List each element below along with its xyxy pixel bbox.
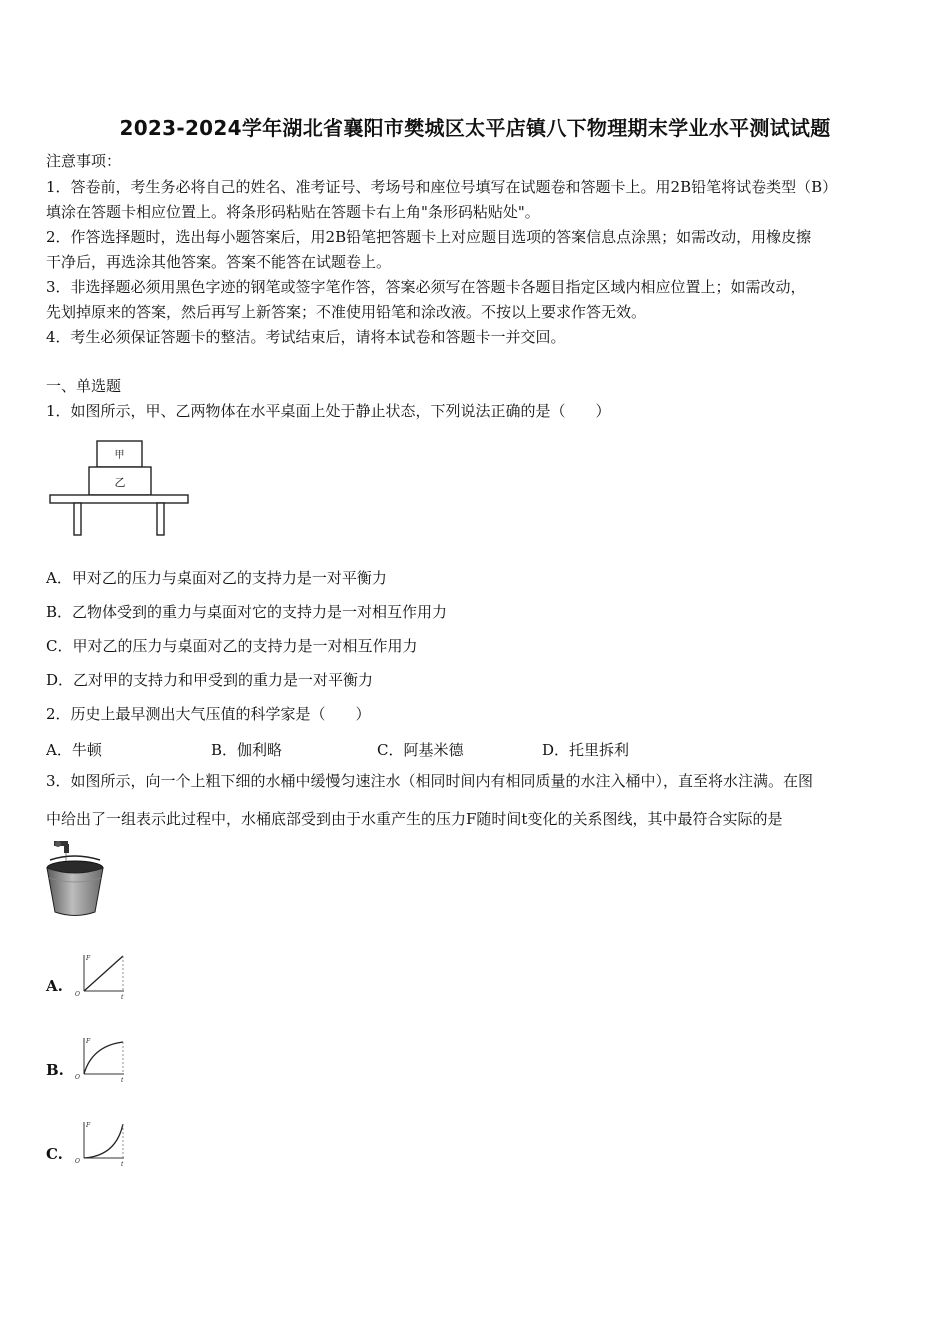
bucket-faucet-figure <box>44 838 106 920</box>
axis-label-f: F <box>86 1122 91 1129</box>
page-title: 2023-2024学年湖北省襄阳市樊城区太平店镇八下物理期末学业水平测试试题 <box>119 116 831 140</box>
q2-option-b: B．伽利略 <box>211 741 283 759</box>
q3-option-c-label: C. <box>46 1145 63 1163</box>
block-jia-label: 甲 <box>114 450 125 461</box>
table-blocks-figure <box>46 436 196 540</box>
question-2-stem: 2．历史上最早测出大气压值的科学家是（ ） <box>46 705 371 723</box>
notice-heading: 注意事项： <box>46 152 122 170</box>
q1-option-b: B．乙物体受到的重力与桌面对它的支持力是一对相互作用力 <box>46 603 448 621</box>
block-yi-label: 乙 <box>114 476 126 489</box>
q3-option-a-label: A. <box>46 977 63 995</box>
q3-graph-c <box>72 1118 128 1168</box>
notice-line: 先划掉原来的答案，然后再写上新答案；不准使用铅笔和涂改液。不按以上要求作答无效。 <box>46 303 647 321</box>
q3-graph-a <box>72 951 128 1001</box>
question-3-stem-line1: 3．如图所示，向一个上粗下细的水桶中缓慢匀速注水（相同时间内有相同质量的水注入桶中），直至将水注满。在图 <box>46 772 814 790</box>
question-3-stem-line2: 中给出了一组表示此过程中，水桶底部受到由于水重产生的压力F随时间t变化的关系图线，其中最符合实际的是 <box>46 810 783 828</box>
axis-label-f: F <box>86 1038 91 1045</box>
notice-line: 1．答卷前，考生务必将自己的姓名、准考证号、考场号和座位号填写在试题卷和答题卡上。用2B铅笔将试卷类型（B） <box>46 178 838 196</box>
axis-label-t: t <box>121 994 124 1001</box>
axis-origin: O <box>75 1158 80 1165</box>
bucket-icon <box>47 856 103 916</box>
axis-origin: O <box>75 1074 80 1081</box>
notice-line: 4．考生必须保证答题卡的整洁。考试结束后，请将本试卷和答题卡一并交回。 <box>46 328 566 346</box>
table-leg-left <box>74 503 81 535</box>
faucet-icon <box>54 841 69 864</box>
notice-line: 3．非选择题必须用黑色字迹的钢笔或签字笔作答，答案必须写在答题卡各题目指定区域内相应位置上；如需改动， <box>46 278 806 296</box>
q3-option-b-label: B. <box>46 1061 64 1079</box>
table-leg-right <box>157 503 164 535</box>
section-heading: 一、单选题 <box>46 377 122 395</box>
q3-graph-b <box>72 1034 128 1084</box>
axis-label-t: t <box>121 1161 124 1168</box>
question-1-stem: 1．如图所示，甲、乙两物体在水平桌面上处于静止状态，下列说法正确的是（ ） <box>46 402 611 420</box>
q2-option-a: A．牛顿 <box>46 741 102 759</box>
axis-label-t: t <box>121 1077 124 1084</box>
q1-option-a: A．甲对乙的压力与桌面对乙的支持力是一对平衡力 <box>46 569 387 587</box>
axis-origin: O <box>75 991 80 998</box>
q2-option-d: D．托里拆利 <box>542 741 630 759</box>
table-top <box>50 495 188 503</box>
q1-option-c: C．甲对乙的压力与桌面对乙的支持力是一对相互作用力 <box>46 637 418 655</box>
notice-line: 2．作答选择题时，选出每小题答案后，用2B铅笔把答题卡上对应题目选项的答案信息点涂黑；如需改动，用橡皮擦 <box>46 228 812 246</box>
q2-option-c: C．阿基米德 <box>377 741 464 759</box>
axis-label-f: F <box>86 955 91 962</box>
notice-line: 干净后，再选涂其他答案。答案不能答在试题卷上。 <box>46 253 392 271</box>
q1-option-d: D．乙对甲的支持力和甲受到的重力是一对平衡力 <box>46 671 374 689</box>
notice-line: 填涂在答题卡相应位置上。将条形码粘贴在答题卡右上角"条形码粘贴处"。 <box>46 203 540 221</box>
